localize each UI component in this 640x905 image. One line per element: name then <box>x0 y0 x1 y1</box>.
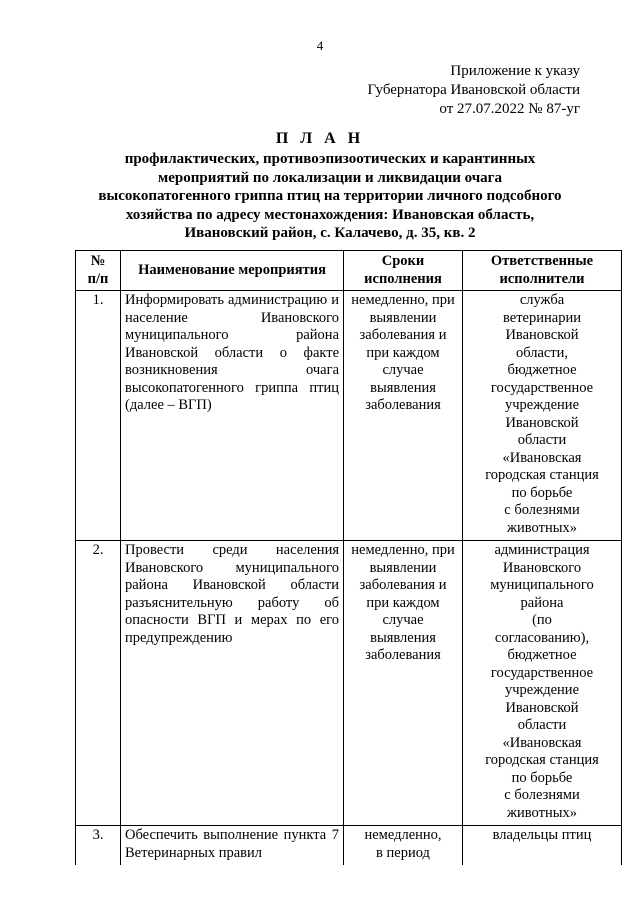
row-term: немедленно, в период <box>344 826 463 866</box>
appendix-line-3: от 27.07.2022 № 87-уг <box>439 101 580 117</box>
row-term: немедленно, при выявлении заболевания и при каждом случае выявления заболевания <box>344 541 463 826</box>
table-row <box>76 291 622 541</box>
row-name: Обеспечить выполнение пункта 7 Ветеринарных правил <box>121 826 344 866</box>
table-row <box>76 826 622 866</box>
appendix-block <box>367 62 580 119</box>
page-number: 4 <box>316 38 324 53</box>
header-num: № п/п <box>76 251 121 291</box>
appendix-line-2: Губернатора Ивановской области <box>367 82 580 98</box>
row-term: немедленно, при выявлении заболевания и при каждом случае выявления заболевания <box>344 291 463 541</box>
plan-title: П Л А Н <box>275 130 365 147</box>
plan-table <box>75 250 622 865</box>
table-row <box>76 541 622 826</box>
row-num: 3. <box>76 826 121 866</box>
header-term: Сроки исполнения <box>344 251 463 291</box>
row-name: Провести среди населения Ивановского муниципального района Ивановской области разъяснительную работу об опасности ВГП и мерах по его предупреждению <box>121 541 344 826</box>
row-num: 2. <box>76 541 121 826</box>
header-resp: Ответственные исполнители <box>463 251 622 291</box>
header-name: Наименование мероприятия <box>121 251 344 291</box>
row-num: 1. <box>76 291 121 541</box>
plan-subtitle: профилактических, противоэпизоотических и карантинных мероприятий по локализации и ликвидации очага высокопатогенного гриппа птиц на территории личного подсобного хозяйства по адресу местонахождения: Ивановская область, Ивановский район, с. Калачево, д. 35, кв. 2 <box>98 151 562 241</box>
row-resp: владельцы птиц <box>463 826 622 866</box>
row-resp: администрация Ивановского муниципального района (по согласованию), бюджетное государственное учреждение Ивановской области «Ивановская городская станция по борьбе с болезнями животных» <box>463 541 622 826</box>
table-header-row <box>76 251 622 291</box>
row-name: Информировать администрацию и население Ивановского муниципального района Ивановской области о факте возникновения очага высокопатогенного гриппа птиц (далее – ВГП) <box>121 291 344 541</box>
row-resp: служба ветеринарии Ивановской области, бюджетное государственное учреждение Ивановской области «Ивановская городская станция по борьбе с болезнями животных» <box>463 291 622 541</box>
appendix-line-1: Приложение к указу <box>450 63 580 79</box>
